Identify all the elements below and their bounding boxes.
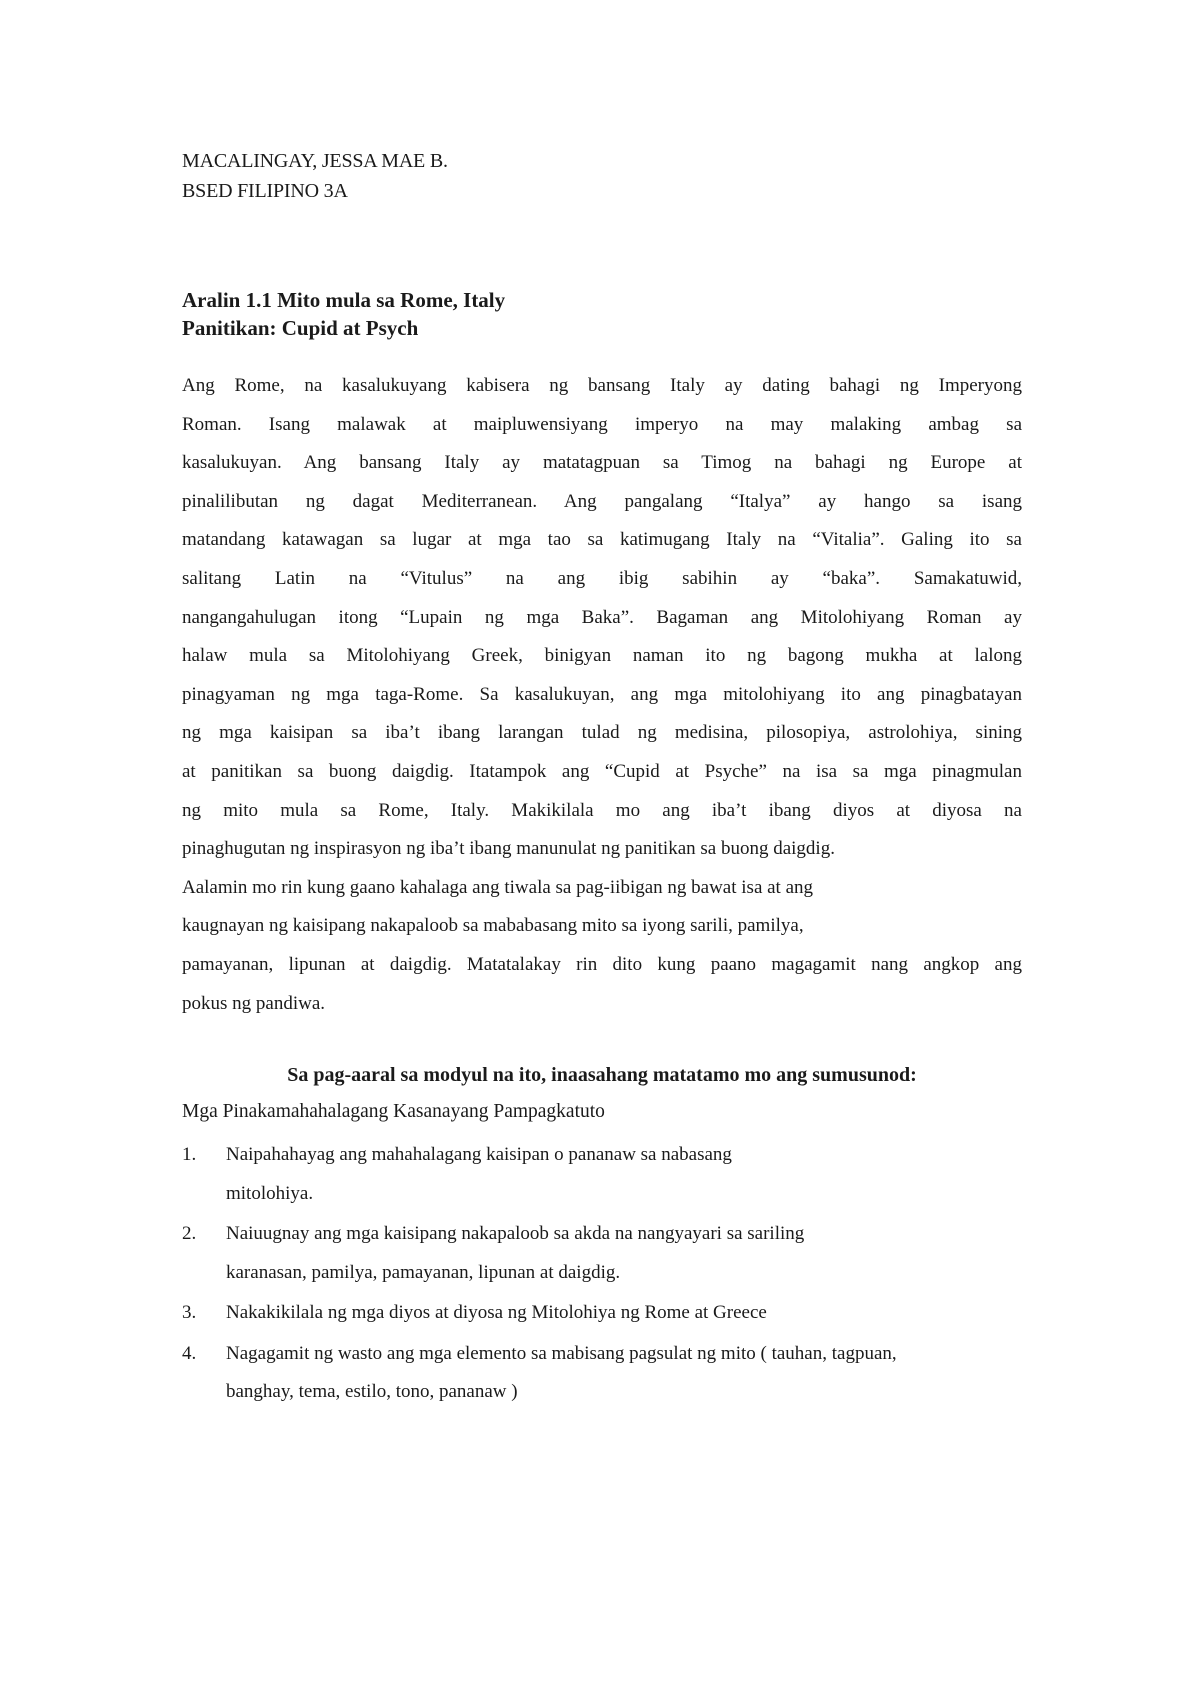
- intro-line: salitang Latin na “Vitulus” na ang ibig sabihin ay “baka”. Samakatuwid,: [182, 567, 1022, 589]
- list-item-line: mitolohiya.: [226, 1182, 314, 1204]
- objectives-heading: Sa pag-aaral sa modyul na ito, inaasahang matatamo mo ang sumusunod:: [287, 1064, 917, 1086]
- list-item-number: 1.: [182, 1144, 197, 1165]
- intro-line: Ang Rome, na kasalukuyang kabisera ng bansang Italy ay dating bahagi ng Imperyong: [182, 375, 1022, 396]
- student-header: [182, 146, 448, 206]
- lesson-literature: Panitikan: Cupid at Psych: [182, 316, 419, 340]
- intro-line: pinalilibutan ng dagat Mediterranean. Ang pangalang “Italya” ay hango sa isang: [182, 490, 1022, 512]
- intro-line: ng mga kaisipan sa iba’t ibang larangan tulad ng medisina, pilosopiya, astrolohiya, sining: [182, 722, 1022, 744]
- list-item-line: karanasan, pamilya, pamayanan, lipunan at daigdig.: [226, 1261, 621, 1283]
- intro-line: at panitikan sa buong daigdig. Itatampok ang “Cupid at Psyche” na isa sa mga pinagmulan: [182, 760, 1022, 782]
- intro-line: halaw mula sa Mitolohiyang Greek, binigyan naman ito ng bagong mukha at lalong: [182, 645, 1022, 667]
- list-item-line: Nakakikilala ng mga diyos at diyosa ng Mitolohiya ng Rome at Greece: [226, 1302, 767, 1323]
- intro-line: pinaghugutan ng inspirasyon ng iba’t ibang manunulat ng panitikan sa buong daigdig.: [182, 838, 835, 860]
- list-item: [182, 1215, 1022, 1292]
- competency-title: Mga Pinakamahahalagang Kasanayang Pampagkatuto: [182, 1101, 605, 1122]
- list-item: [182, 1136, 1022, 1213]
- list-item-number: 4.: [182, 1342, 197, 1364]
- intro-line: pokus ng pandiwa.: [182, 992, 326, 1014]
- student-name: MACALINGAY, JESSA MAE B.: [182, 150, 448, 172]
- intro-line: nangangahulugan itong “Lupain ng mga Baka”. Bagaman ang Mitolohiyang Roman ay: [182, 606, 1022, 628]
- competency-list: [182, 1136, 1022, 1414]
- intro-line: Roman. Isang malawak at maipluwensiyang imperyo na may malaking ambag sa: [182, 413, 1022, 435]
- list-item-line: banghay, tema, estilo, tono, pananaw ): [226, 1381, 518, 1402]
- list-item-line: Naiuugnay ang mga kaisipang nakapaloob sa akda na nangyayari sa sariling: [226, 1223, 805, 1244]
- intro-line: matandang katawagan sa lugar at mga tao sa katimugang Italy na “Vitalia”. Galing ito sa: [182, 529, 1022, 551]
- list-item-number: 2.: [182, 1223, 197, 1244]
- intro-line: pinagyaman ng mga taga-Rome. Sa kasalukuyan, ang mga mitolohiyang ito ang pinagbatayan: [182, 683, 1022, 705]
- list-item-number: 3.: [182, 1302, 197, 1323]
- lesson-heading: [182, 286, 505, 342]
- lesson-title: Aralin 1.1 Mito mula sa Rome, Italy: [182, 288, 506, 312]
- intro-line: ng mito mula sa Rome, Italy. Makikilala mo ang iba’t ibang diyos at diyosa na: [182, 799, 1022, 821]
- intro-line: kasalukuyan. Ang bansang Italy ay matatagpuan sa Timog na bahagi ng Europe at: [182, 452, 1022, 474]
- list-item-line: Naipahahayag ang mahahalagang kaisipan o pananaw sa nabasang: [226, 1144, 732, 1165]
- intro-line: kaugnayan ng kaisipang nakapaloob sa mababasang mito sa iyong sarili, pamilya,: [182, 915, 804, 937]
- intro-line: pamayanan, lipunan at daigdig. Matatalakay rin dito kung paano magagamit nang angkop ang: [182, 953, 1022, 975]
- intro-paragraph: [182, 367, 1022, 1023]
- list-item: [182, 1294, 1022, 1333]
- list-item: [182, 1335, 1022, 1412]
- intro-line: Aalamin mo rin kung gaano kahalaga ang tiwala sa pag-iibigan ng bawat isa at ang: [182, 876, 814, 898]
- student-course: BSED FILIPINO 3A: [182, 180, 348, 202]
- list-item-line: Nagagamit ng wasto ang mga elemento sa mabisang pagsulat ng mito ( tauhan, tagpuan,: [226, 1342, 897, 1364]
